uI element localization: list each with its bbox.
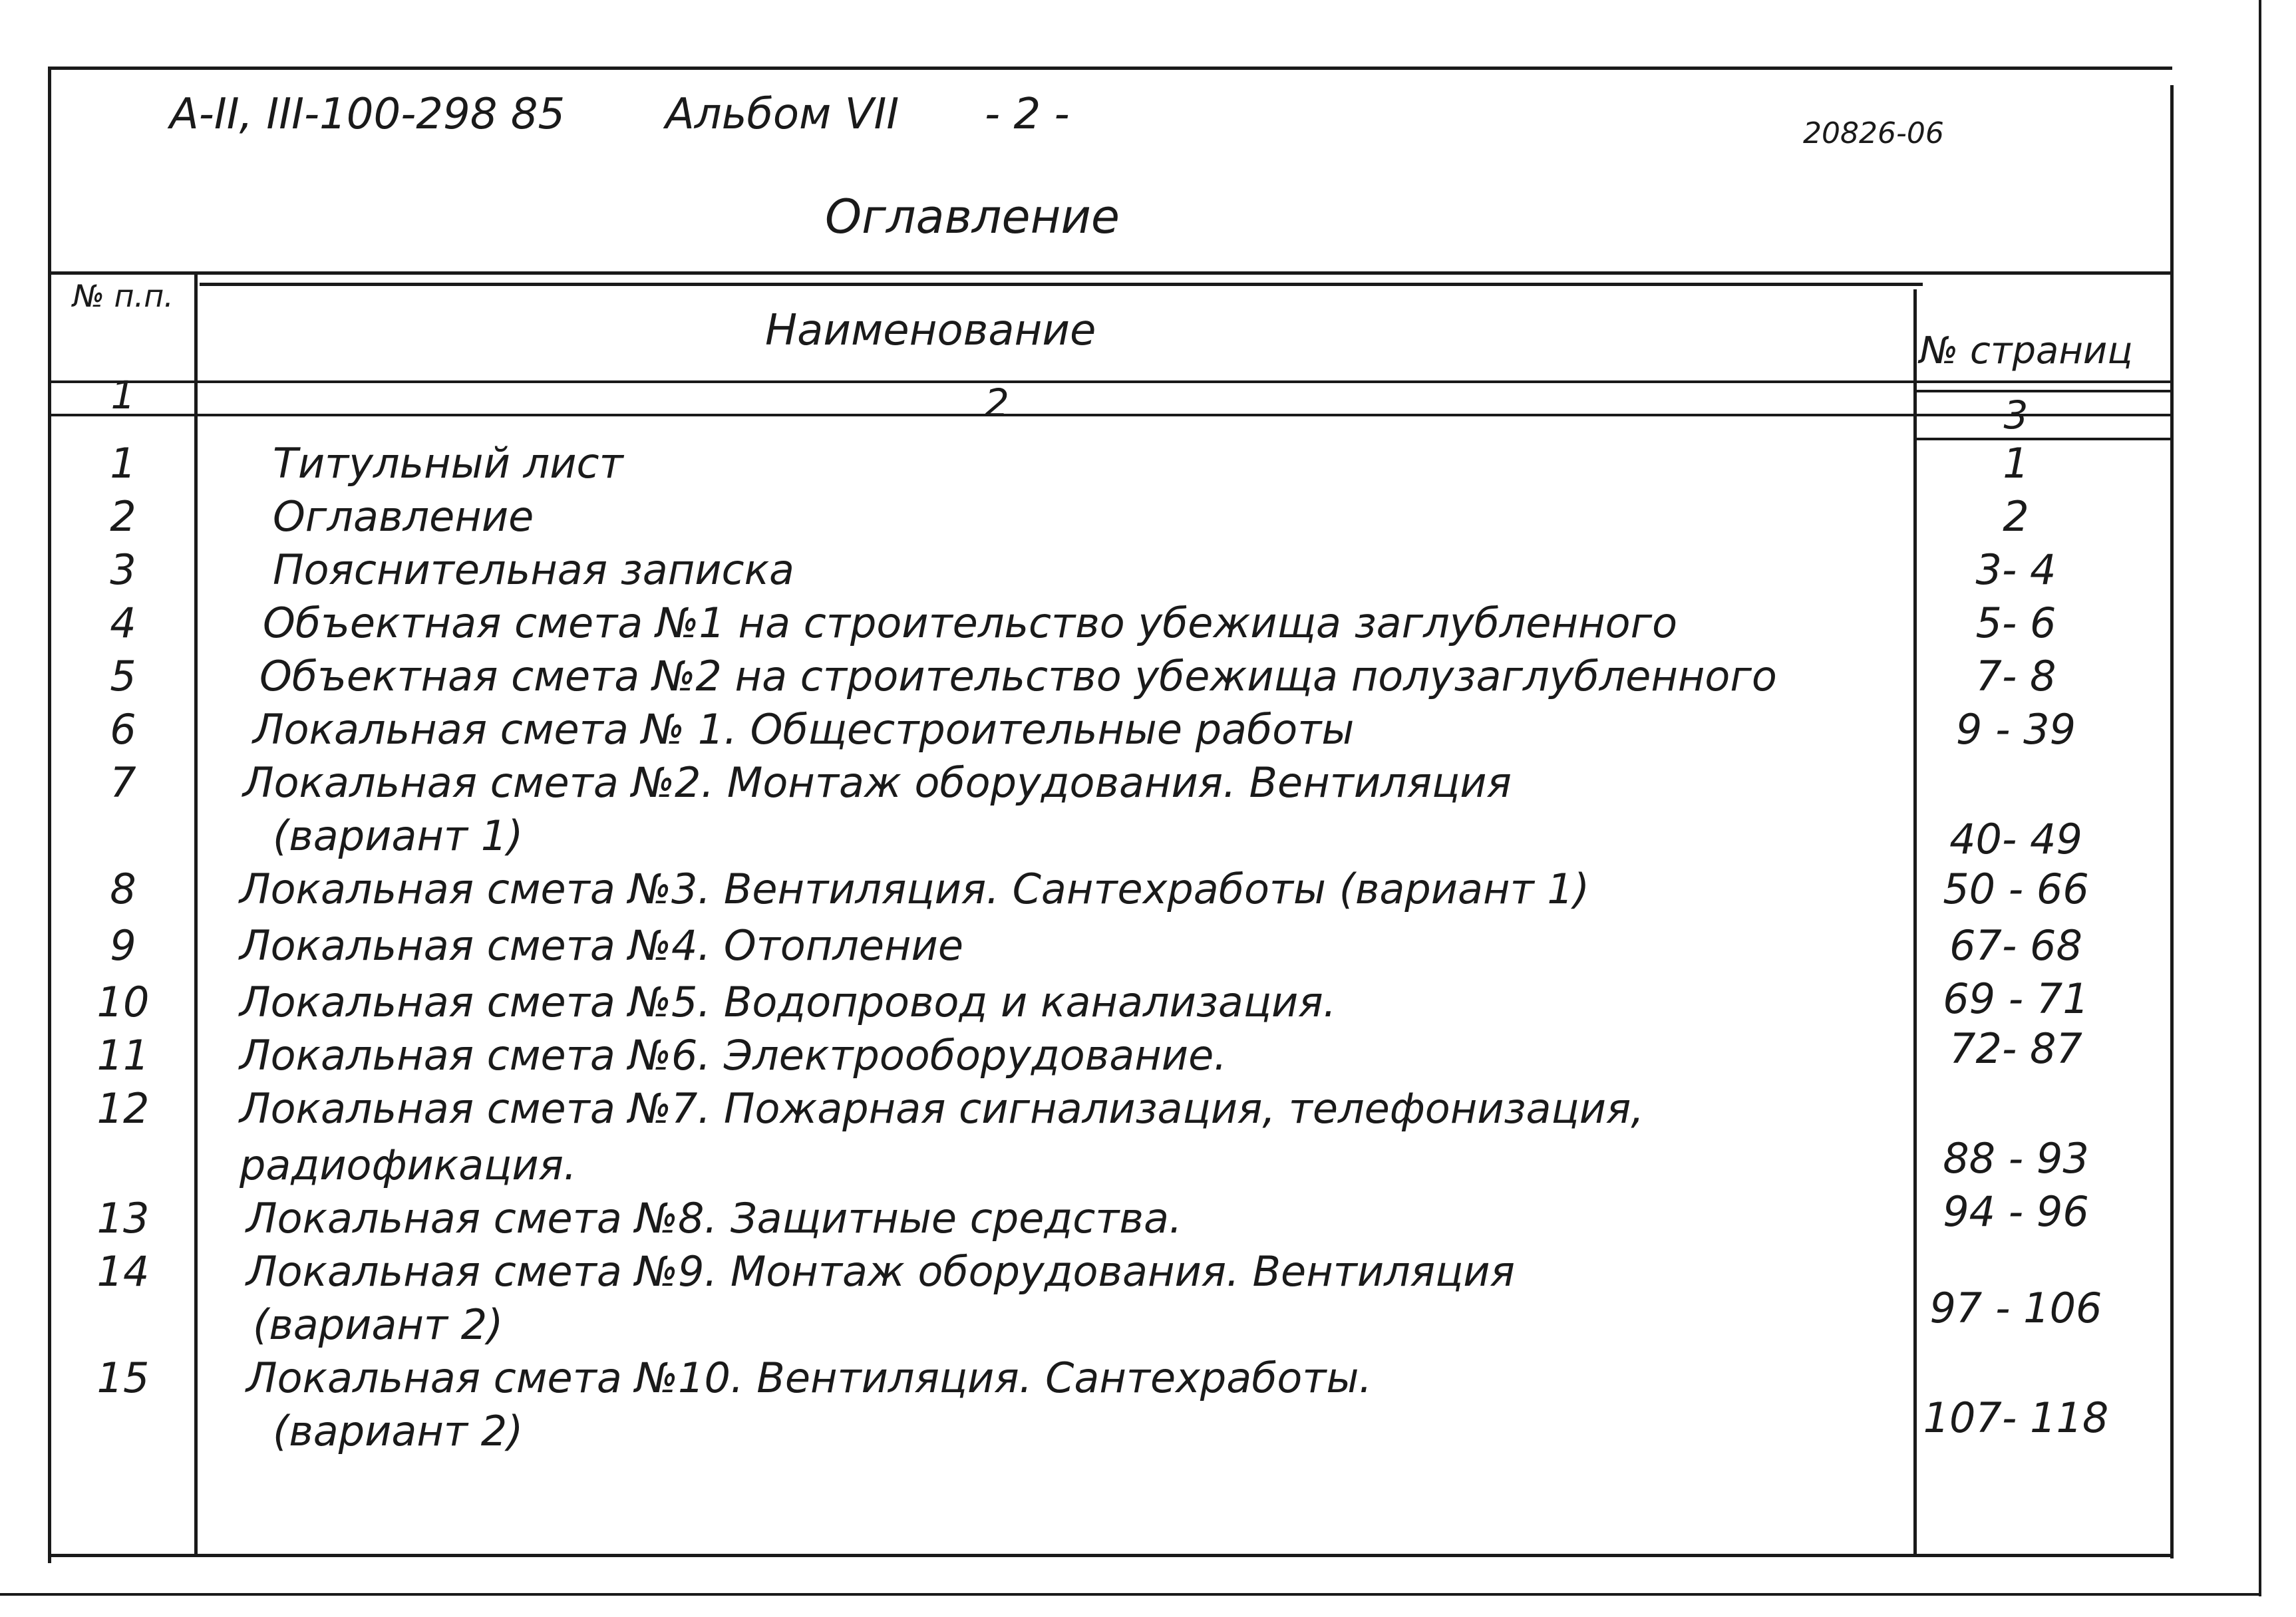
row-number: 2 — [110, 492, 136, 541]
row-title: Локальная смета №3. Вентиляция. Сантехработы (вариант 1) — [240, 865, 1590, 913]
row-pages: 50 - 66 — [1943, 865, 2089, 913]
row-pages: 5- 6 — [1975, 599, 2056, 647]
row-title: Локальная смета №6. Электрооборудование. — [240, 1031, 1227, 1080]
frame-left — [48, 67, 51, 1563]
col-header-num: № п.п. — [73, 278, 174, 314]
row-number: 15 — [96, 1354, 150, 1402]
row-title: Локальная смета №9. Монтаж оборудования. Вентиляция — [246, 1247, 1515, 1296]
row-pages: 107- 118 — [1923, 1394, 2109, 1442]
row-title: Локальная смета №2. Монтаж оборудования. Вентиляция — [243, 758, 1512, 807]
row-title: Локальная смета №4. Отопление — [240, 921, 963, 970]
row-title: Объектная смета №2 на строительство убежища полузаглубленного — [259, 652, 1777, 700]
row-pages: 72- 87 — [1949, 1024, 2082, 1073]
col-number-1: 1 — [110, 372, 136, 418]
row-pages: 3- 4 — [1975, 545, 2056, 594]
row-pages: 2 — [2003, 492, 2029, 541]
row-title-cont: (вариант 2) — [253, 1300, 504, 1349]
row-number: 12 — [96, 1084, 150, 1133]
row-title: Локальная смета №5. Водопровод и канализация. — [240, 978, 1337, 1026]
header-divider-b — [48, 380, 2174, 383]
row-pages: 97 - 106 — [1929, 1284, 2102, 1332]
row-pages: 67- 68 — [1949, 921, 2082, 970]
row-title-cont: радиофикация. — [240, 1141, 577, 1189]
row-pages: 7- 8 — [1975, 652, 2056, 700]
row-pages: 40- 49 — [1949, 815, 2082, 863]
row-title-cont: (вариант 1) — [273, 811, 524, 860]
sheet-code: 20826-06 — [1803, 116, 1944, 150]
album-label: Альбом VII — [665, 90, 900, 139]
row-pages: 94 - 96 — [1943, 1187, 2089, 1236]
row-number: 14 — [96, 1247, 150, 1296]
sheet-edge-right — [2259, 0, 2261, 1596]
row-pages: 9 - 39 — [1955, 705, 2076, 754]
row-number: 1 — [110, 439, 136, 488]
frame-top — [50, 67, 2172, 70]
row-pages: 69 - 71 — [1943, 974, 2089, 1023]
row-number: 7 — [110, 758, 136, 807]
row-number: 6 — [110, 705, 136, 754]
row-number: 3 — [110, 545, 136, 594]
document-code: А-II, III-100-298 85 — [170, 90, 566, 139]
row-number: 5 — [110, 652, 136, 700]
sheet-edge-bottom — [0, 1593, 2261, 1596]
row-title: Локальная смета №10. Вентиляция. Сантехработы. — [246, 1354, 1373, 1402]
row-pages: 88 - 93 — [1943, 1134, 2089, 1183]
row-title: Локальная смета №8. Защитные средства. — [246, 1194, 1182, 1243]
frame-bottom — [48, 1554, 2174, 1557]
row-number: 11 — [96, 1031, 150, 1080]
col-number-2: 2 — [985, 380, 1009, 426]
row-title: Объектная смета №1 на строительство убежища заглубленного — [263, 599, 1678, 647]
row-number: 8 — [110, 865, 136, 913]
page-title: Оглавление — [825, 190, 1120, 244]
col-header-name: Наименование — [765, 306, 1096, 355]
row-number: 10 — [96, 978, 150, 1026]
row-number: 13 — [96, 1194, 150, 1243]
row-title: Локальная смета № 1. Общестроительные работы — [253, 705, 1355, 754]
row-title: Титульный лист — [273, 439, 623, 488]
row-number: 4 — [110, 599, 136, 647]
table-top-line — [48, 271, 2174, 275]
row-pages: 1 — [2003, 439, 2029, 488]
col-header-page: № страниц — [1919, 329, 2133, 372]
row-number: 9 — [110, 921, 136, 970]
row-title: Пояснительная записка — [273, 545, 795, 594]
frame-right — [2170, 85, 2174, 1558]
header-divider-a — [200, 283, 1923, 286]
col-number-3: 3 — [2003, 392, 2029, 438]
row-title: Оглавление — [273, 492, 534, 541]
row-title-cont: (вариант 2) — [273, 1407, 524, 1455]
header-divider-c — [48, 414, 2174, 416]
row-title: Локальная смета №7. Пожарная сигнализация, телефонизация, — [240, 1084, 1644, 1133]
page-number: - 2 - — [985, 90, 1070, 139]
